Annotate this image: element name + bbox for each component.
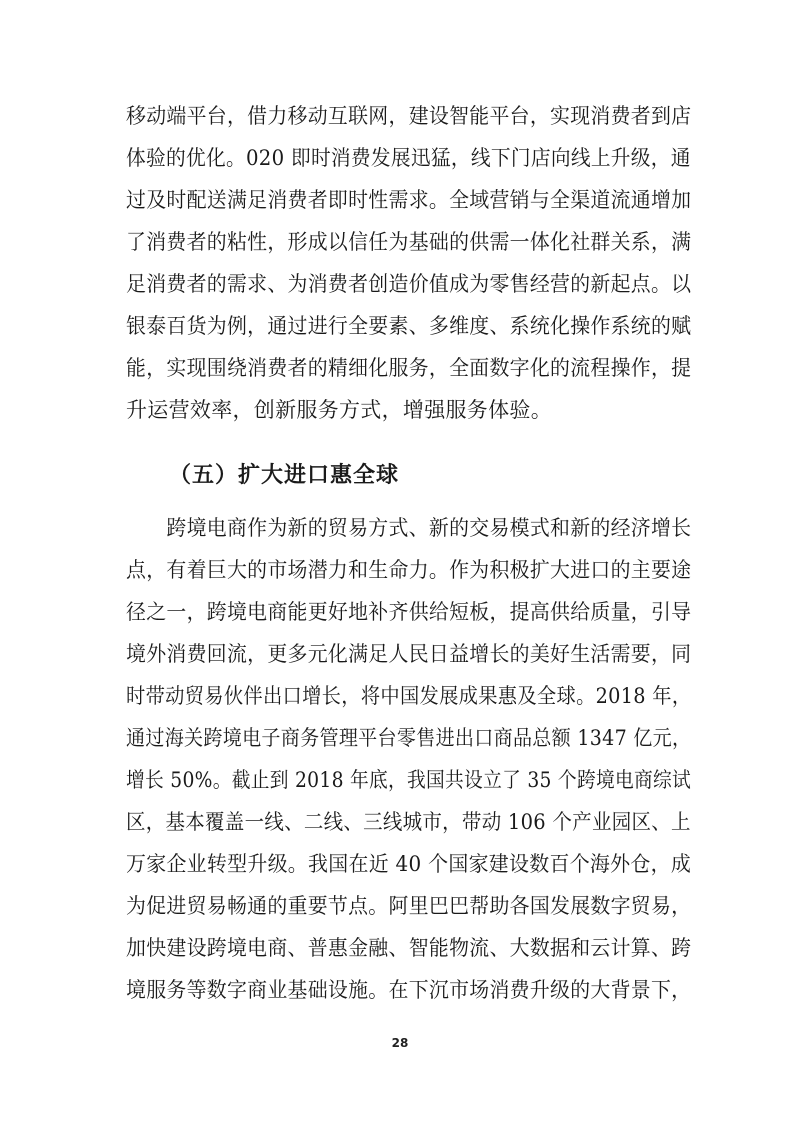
section-heading: （五）扩大进口惠全球: [169, 462, 400, 488]
text-line: 移动端平台，借力移动互联网，建设智能平台，实现消费者到店: [126, 104, 692, 128]
text-line: 万家企业转型升级。我国在近 40 个国家建设数百个海外仓，成: [126, 852, 692, 876]
page-number: 28: [391, 1036, 409, 1050]
text-line: 足消费者的需求、为消费者创造价值成为零售经营的新起点。以: [126, 272, 692, 296]
text-line: 升运营效率，创新服务方式，增强服务体验。: [126, 398, 552, 422]
text-line: 了消费者的粘性，形成以信任为基础的供需一体化社群关系，满: [126, 230, 692, 254]
text-line: 径之一，跨境电商能更好地补齐供给短板，提高供给质量，引导: [126, 600, 692, 624]
text-line: 银泰百货为例，通过进行全要素、多维度、系统化操作系统的赋: [126, 314, 692, 338]
text-line: 境服务等数字商业基础设施。在下沉市场消费升级的大背景下，: [126, 978, 692, 1002]
text-line: 区，基本覆盖一线、二线、三线城市，带动 106 个产业园区、上: [126, 810, 691, 834]
text-line: 时带动贸易伙伴出口增长，将中国发展成果惠及全球。2018 年，: [126, 684, 692, 708]
text-line: 跨境电商作为新的贸易方式、新的交易模式和新的经济增长: [126, 516, 692, 540]
text-line: 点，有着巨大的市场潜力和生命力。作为积极扩大进口的主要途: [126, 558, 692, 582]
text-line: 过及时配送满足消费者即时性需求。全域营销与全渠道流通增加: [126, 188, 692, 212]
text-line: 体验的优化。020 即时消费发展迅猛，线下门店向线上升级，通: [126, 146, 691, 170]
text-line: 能，实现围绕消费者的精细化服务，全面数字化的流程操作，提: [126, 356, 692, 380]
text-line: 为促进贸易畅通的重要节点。阿里巴巴帮助各国发展数字贸易，: [126, 894, 692, 918]
text-line: 通过海关跨境电子商务管理平台零售进出口商品总额 1347 亿元，: [126, 726, 692, 750]
text-line: 境外消费回流，更多元化满足人民日益增长的美好生活需要，同: [126, 642, 692, 666]
text-line: 增长 50%。截止到 2018 年底，我国共设立了 35 个跨境电商综试: [126, 768, 692, 792]
text-line: 加快建设跨境电商、普惠金融、智能物流、大数据和云计算、跨: [126, 936, 692, 960]
